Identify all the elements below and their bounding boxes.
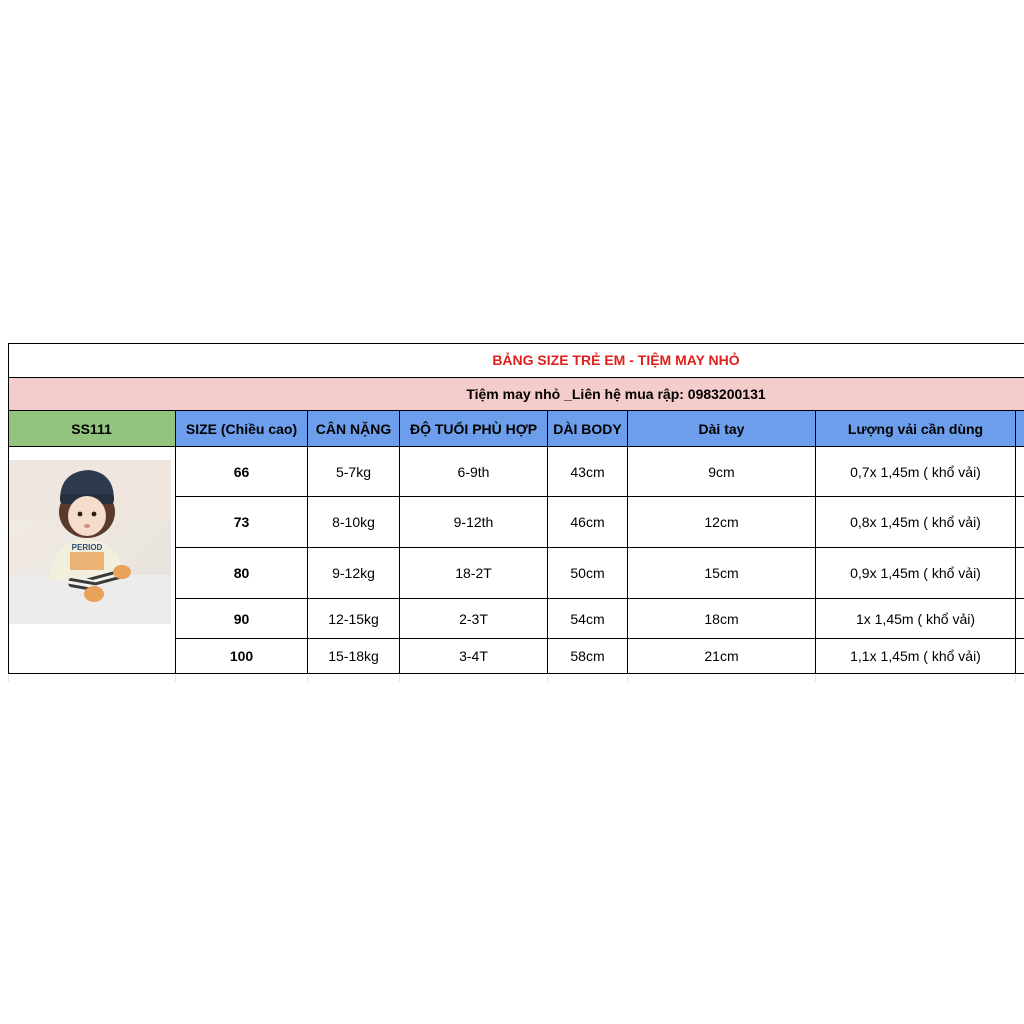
header-weight: CÂN NẶNG xyxy=(308,411,399,446)
header-fabric: Lượng vải cần dùng xyxy=(816,411,1015,446)
chart-subtitle: Tiệm may nhỏ _Liên hệ mua rập: 0983200131 xyxy=(8,377,1024,411)
table-cell-age: 18-2T xyxy=(455,564,492,581)
baby-photo-illustration xyxy=(8,460,171,624)
grid-tick xyxy=(175,674,176,682)
table-cell-age: 3-4T xyxy=(459,648,488,664)
table-cell-fabric: 0,8x 1,45m ( khổ vải) xyxy=(850,513,981,530)
table-cell-weight: 5-7kg xyxy=(335,463,372,480)
table-cell-weight: 8-10kg xyxy=(332,513,375,530)
table-cell-size: 66 xyxy=(233,463,250,480)
grid-line xyxy=(307,411,308,674)
table-cell-fabric: 0,7x 1,45m ( khổ vải) xyxy=(850,463,981,480)
grid-line xyxy=(627,411,628,674)
grid-line xyxy=(399,411,400,674)
grid-line xyxy=(175,411,176,674)
table-cell-body: 54cm xyxy=(570,610,605,627)
table-cell-body: 58cm xyxy=(570,648,605,664)
table-cell-body: 50cm xyxy=(570,564,605,581)
grid-tick xyxy=(307,674,308,682)
grid-tick xyxy=(8,674,9,682)
table-cell-weight: 9-12kg xyxy=(332,564,375,581)
header-body-length: DÀI BODY xyxy=(548,411,627,446)
header-size: SIZE (Chiều cao) xyxy=(176,411,307,446)
table-cell-weight: 12-15kg xyxy=(328,610,379,627)
table-cell-sleeve: 21cm xyxy=(704,648,739,664)
table-cell-sleeve: 12cm xyxy=(704,513,739,530)
header-sleeve-length: Dài tay xyxy=(628,411,815,446)
size-chart-sheet xyxy=(8,343,1024,674)
table-cell-body: 46cm xyxy=(570,513,605,530)
grid-line xyxy=(8,410,1024,411)
grid-tick xyxy=(399,674,400,682)
table-cell-fabric: 0,9x 1,45m ( khổ vải) xyxy=(850,564,981,581)
table-cell-sleeve: 15cm xyxy=(704,564,739,581)
product-code-cell: SS111 xyxy=(8,411,175,446)
grid-line xyxy=(176,598,1024,599)
product-photo xyxy=(8,460,171,624)
header-extra xyxy=(1016,411,1024,446)
table-cell-fabric: 1x 1,45m ( khổ vải) xyxy=(855,610,976,627)
header-age: ĐỘ TUỔI PHÙ HỢP xyxy=(400,411,547,446)
table-cell-body: 43cm xyxy=(570,463,605,480)
table-cell-size: 73 xyxy=(233,513,250,530)
sweater-print: PERIOD xyxy=(71,543,103,552)
table-cell-size: 90 xyxy=(233,610,250,627)
table-cell-size: 80 xyxy=(233,564,250,581)
table-cell-sleeve: 9cm xyxy=(708,463,735,480)
grid-line xyxy=(1015,411,1016,674)
grid-line xyxy=(815,411,816,674)
grid-line xyxy=(176,638,1024,639)
grid-line xyxy=(176,547,1024,548)
grid-line xyxy=(176,496,1024,497)
grid-tick xyxy=(627,674,628,682)
table-cell-age: 2-3T xyxy=(459,610,488,627)
grid-line xyxy=(8,673,1024,674)
grid-line xyxy=(8,343,9,674)
grid-tick xyxy=(815,674,816,682)
grid-line xyxy=(8,343,1024,344)
grid-tick xyxy=(1015,674,1016,682)
grid-line xyxy=(8,446,1024,447)
table-cell-fabric: 1,1x 1,45m ( khổ vải) xyxy=(850,648,981,664)
table-cell-weight: 15-18kg xyxy=(328,648,379,664)
table-cell-age: 9-12th xyxy=(453,513,494,530)
grid-tick xyxy=(547,674,548,682)
grid-line xyxy=(8,377,1024,378)
table-cell-sleeve: 18cm xyxy=(704,610,739,627)
table-cell-size: 100 xyxy=(229,648,254,664)
chart-title: BẢNG SIZE TRẺ EM - TIỆM MAY NHỎ xyxy=(492,352,740,368)
grid-line xyxy=(547,411,548,674)
table-cell-age: 6-9th xyxy=(457,463,490,480)
